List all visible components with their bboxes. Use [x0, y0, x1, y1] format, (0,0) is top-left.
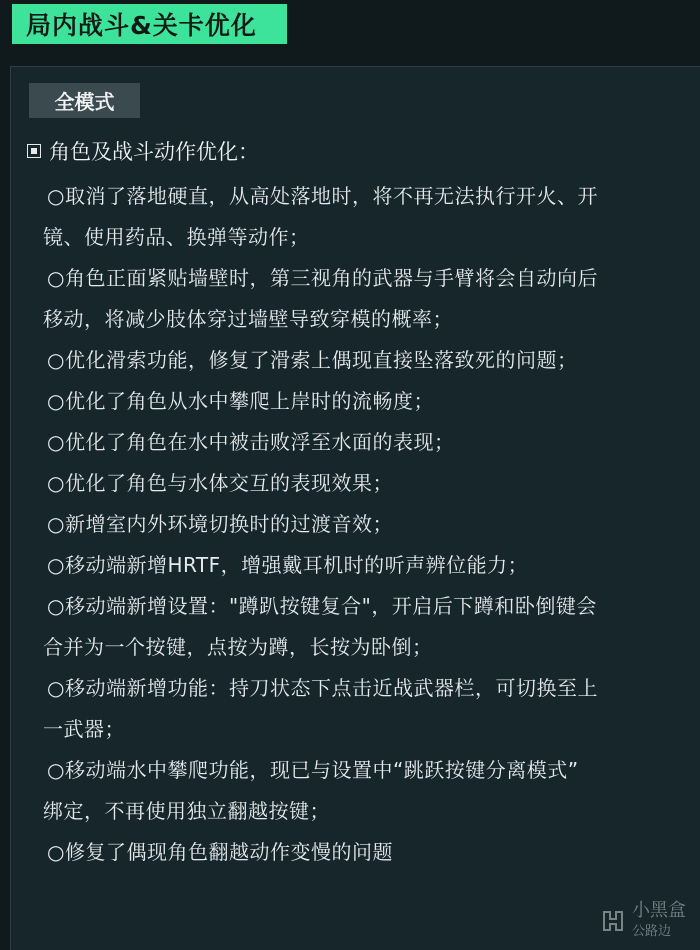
section-heading: [27, 133, 259, 169]
section-header: [12, 4, 287, 44]
list-item-line: 镜、使用药品、换弹等动作；: [43, 225, 310, 249]
list-item: [47, 832, 677, 873]
list-item: [43, 176, 677, 258]
list-item: [43, 668, 677, 750]
list-item: [43, 258, 677, 340]
list-item-line: ○优化了角色从水中攀爬上岸时的流畅度；: [47, 389, 434, 413]
list-item-line: 绑定，不再使用独立翻越按键；: [43, 799, 330, 823]
list-item: [47, 381, 677, 422]
section-title: 角色及战斗动作优化：: [49, 140, 259, 164]
list-item: [47, 545, 677, 586]
watermark-text: 小黑盒: [632, 900, 686, 921]
list-item-line: 一武器；: [43, 717, 125, 741]
mode-tag: 全模式: [29, 83, 140, 118]
header-title: 局内战斗&关卡优化: [26, 11, 257, 40]
list-item: [43, 586, 677, 668]
list-item-line: 合并为一个按键，点按为蹲，长按为卧倒；: [43, 635, 433, 659]
heybox-logo-icon: [600, 908, 626, 934]
list-item: [43, 750, 677, 832]
list-item-line: ○移动端水中攀爬功能，现已与设置中“跳跃按键分离模式”: [47, 758, 579, 782]
list-item-line: ○优化了角色与水体交互的表现效果；: [47, 471, 393, 495]
list-item: [47, 504, 677, 545]
square-bullet-icon: [27, 144, 41, 158]
list-item-line: ○取消了落地硬直，从高处落地时，将不再无法执行开火、开: [47, 184, 598, 208]
watermark-sub: 公路边: [632, 924, 672, 939]
list-item-line: ○角色正面紧贴墙壁时，第三视角的武器与手臂将会自动向后: [47, 266, 598, 290]
list-item-line: ○移动端新增HRTF，增强戴耳机时的听声辨位能力；: [47, 553, 529, 577]
list-item: [47, 340, 677, 381]
list-item-line: ○新增室内外环境切换时的过渡音效；: [47, 512, 393, 536]
list-item-line: ○优化滑索功能，修复了滑索上偶现直接坠落致死的问题；: [47, 348, 578, 372]
list-item: [47, 422, 677, 463]
list-item-line: ○优化了角色在水中被击败浮至水面的表现；: [47, 430, 455, 454]
list-item-line: ○移动端新增功能：持刀状态下点击近战武器栏，可切换至上: [47, 676, 598, 700]
list-item-line: ○移动端新增设置："蹲趴按键复合"，开启后下蹲和卧倒键会: [47, 594, 597, 618]
changelog-list: [43, 176, 677, 873]
list-item-line: 移动，将减少肢体穿过墙壁导致穿模的概率；: [43, 307, 453, 331]
list-item-line: ○修复了偶现角色翻越动作变慢的问题: [47, 840, 393, 864]
watermark: [600, 902, 686, 939]
list-item: [47, 463, 677, 504]
